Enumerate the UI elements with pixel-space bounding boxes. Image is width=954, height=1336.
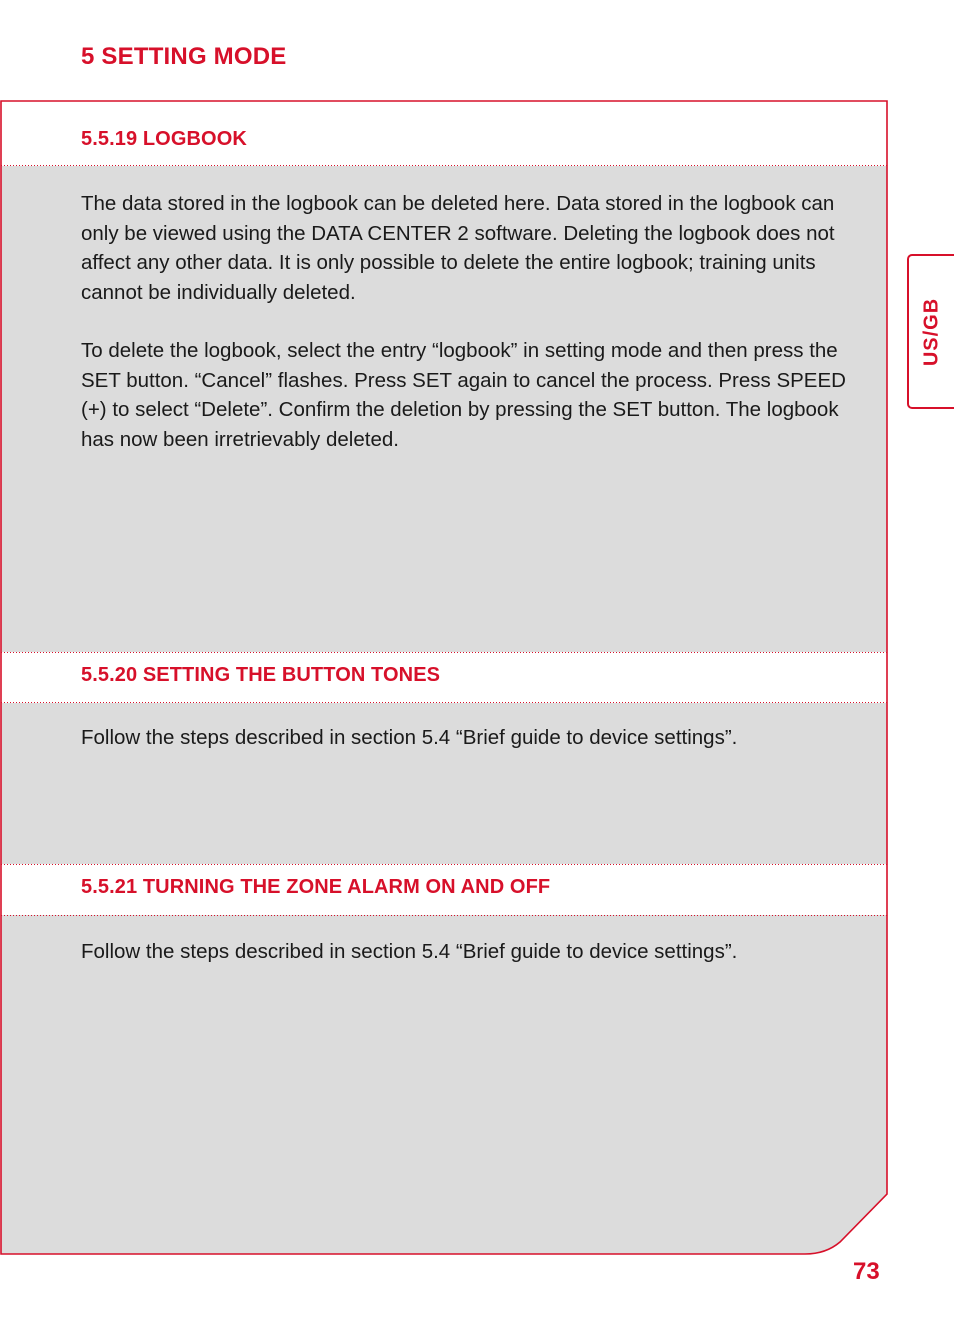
section-heading-zone-alarm: 5.5.21 TURNING THE ZONE ALARM ON AND OFF: [81, 876, 551, 898]
language-tab-label: US/GB: [920, 297, 942, 366]
logbook-paragraph-2: To delete the logbook, select the entry “logbook” in setting mode and then press the SET button. “Cancel” flashes. Press SET again to cancel the process. Press SPEED (+) to select “Delete”. Confirm the deletion by pressing the SET button. The logbook has now been irretrievably deleted.: [81, 339, 846, 451]
section-heading-logbook: 5.5.19 LOGBOOK: [81, 128, 247, 150]
button-tones-paragraph: Follow the steps described in section 5.4 “Brief guide to device settings”.: [81, 726, 738, 749]
language-tab: [907, 254, 954, 409]
page-number: 73: [853, 1258, 880, 1285]
section-heading-button-tones: 5.5.20 SETTING THE BUTTON TONES: [81, 664, 441, 686]
chapter-title: 5 SETTING MODE: [81, 43, 287, 70]
logbook-paragraph-1: The data stored in the logbook can be deleted here. Data stored in the logbook can only be viewed using the DATA CENTER 2 software. Deleting the logbook does not affect any other data. It is only possible to delete the entire logbook; training units cannot be individually deleted.: [81, 192, 835, 304]
zone-alarm-paragraph: Follow the steps described in section 5.4 “Brief guide to device settings”.: [81, 940, 738, 963]
